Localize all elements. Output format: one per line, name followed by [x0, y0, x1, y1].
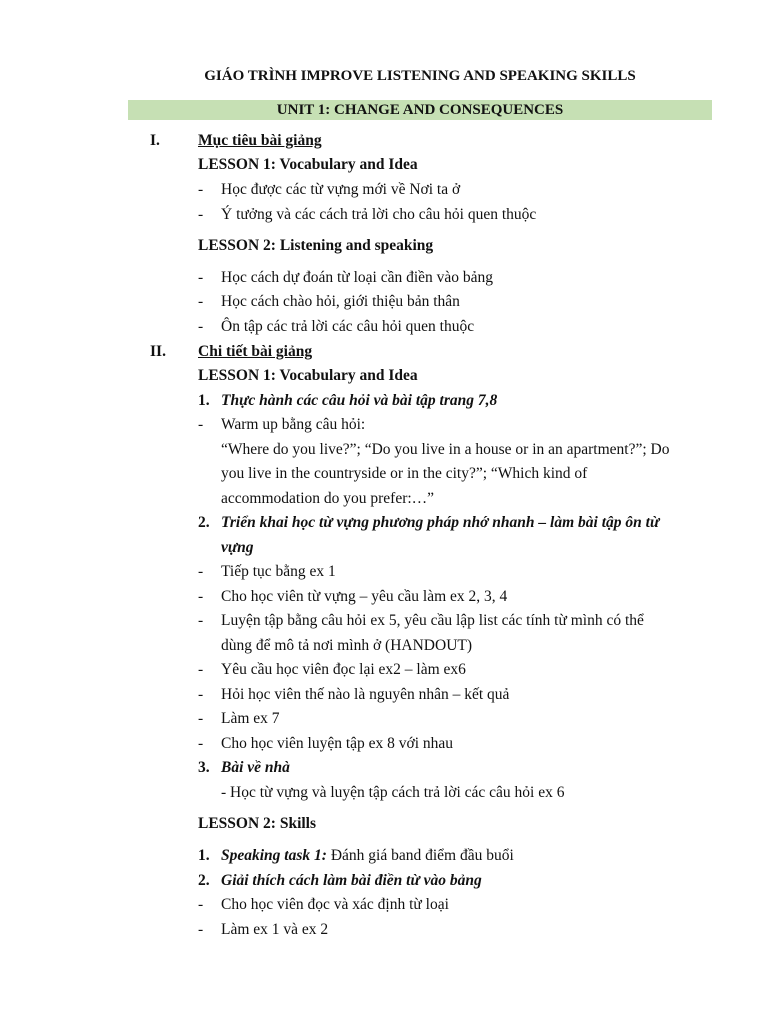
bullet-dash: - — [198, 181, 204, 198]
list-item: Warm up bằng câu hỏi: — [221, 416, 366, 433]
list-item-continuation: dùng để mô tả nơi mình ở (HANDOUT) — [221, 637, 473, 654]
lesson-title: LESSON 2: Listening and speaking — [198, 237, 434, 254]
list-item: Luyện tập bằng câu hỏi ex 5, yêu cầu lập list các tính từ mình có thể — [221, 612, 644, 629]
homework-item: - Học từ vựng và luyện tập cách trả lời các câu hỏi ex 6 — [221, 784, 565, 801]
step-text-continuation: vựng — [221, 539, 254, 556]
step-number: 3. — [198, 759, 210, 776]
lesson-title: LESSON 1: Vocabulary and Idea — [198, 367, 418, 384]
list-item: Học cách dự đoán từ loại cần điền vào bảng — [221, 269, 494, 286]
section-heading: Mục tiêu bài giảng — [198, 132, 322, 149]
step-number: 2. — [198, 872, 210, 889]
list-item-continuation: “Where do you live?”; “Do you live in a house or in an apartment?”; Do — [221, 441, 670, 458]
step-number: 1. — [198, 847, 210, 864]
list-item: Ôn tập các trả lời các câu hỏi quen thuộc — [221, 318, 475, 335]
section-number: II. — [150, 343, 166, 360]
document-title: GIÁO TRÌNH IMPROVE LISTENING AND SPEAKING SKILLS — [204, 68, 636, 84]
unit-banner: UNIT 1: CHANGE AND CONSEQUENCES — [128, 100, 712, 120]
bullet-dash: - — [198, 686, 204, 703]
step-text: Đánh giá band điểm đầu buổi — [326, 847, 514, 864]
bullet-dash: - — [198, 896, 204, 913]
list-item: Làm ex 7 — [221, 710, 280, 727]
step-text: Triển khai học từ vựng phương pháp nhớ nhanh – làm bài tập ôn từ — [221, 514, 660, 531]
bullet-dash: - — [198, 563, 204, 580]
step-text: Bài về nhà — [221, 759, 290, 776]
bullet-dash: - — [198, 206, 204, 223]
bullet-dash: - — [198, 318, 204, 335]
step-text: Giải thích cách làm bài điền từ vào bảng — [221, 872, 482, 889]
bullet-dash: - — [198, 416, 204, 433]
step-text: Thực hành các câu hỏi và bài tập trang 7,8 — [221, 392, 498, 409]
lesson-title: LESSON 2: Skills — [198, 815, 317, 832]
step-label: Speaking task 1: — [221, 847, 327, 864]
list-item: Hỏi học viên thế nào là nguyên nhân – kết quả — [221, 686, 510, 703]
list-item: Làm ex 1 và ex 2 — [221, 921, 329, 938]
section-number: I. — [150, 132, 160, 149]
lesson-title: LESSON 1: Vocabulary and Idea — [198, 156, 418, 173]
step-number: 1. — [198, 392, 210, 409]
list-item: Học cách chào hỏi, giới thiệu bản thân — [221, 293, 460, 310]
bullet-dash: - — [198, 588, 204, 605]
list-item: Cho học viên luyện tập ex 8 với nhau — [221, 735, 454, 752]
bullet-dash: - — [198, 735, 204, 752]
bullet-dash: - — [198, 269, 204, 286]
section-heading: Chi tiết bài giảng — [198, 343, 313, 360]
list-item: Tiếp tục bằng ex 1 — [221, 563, 336, 580]
list-item: Yêu cầu học viên đọc lại ex2 – làm ex6 — [221, 661, 466, 678]
bullet-dash: - — [198, 293, 204, 310]
bullet-dash: - — [198, 661, 204, 678]
bullet-dash: - — [198, 612, 204, 629]
list-item: Cho học viên từ vựng – yêu cầu làm ex 2, 3, 4 — [221, 588, 508, 605]
list-item: Cho học viên đọc và xác định từ loại — [221, 896, 449, 913]
list-item-continuation: accommodation do you prefer:…” — [221, 490, 435, 507]
step-line — [221, 847, 514, 865]
list-item: Học được các từ vựng mới về Nơi ta ở — [221, 181, 461, 198]
list-item: Ý tưởng và các cách trả lời cho câu hỏi quen thuộc — [221, 206, 537, 223]
list-item-continuation: you live in the countryside or in the city?”; “Which kind of — [221, 465, 588, 482]
bullet-dash: - — [198, 710, 204, 727]
step-number: 2. — [198, 514, 210, 531]
bullet-dash: - — [198, 921, 204, 938]
